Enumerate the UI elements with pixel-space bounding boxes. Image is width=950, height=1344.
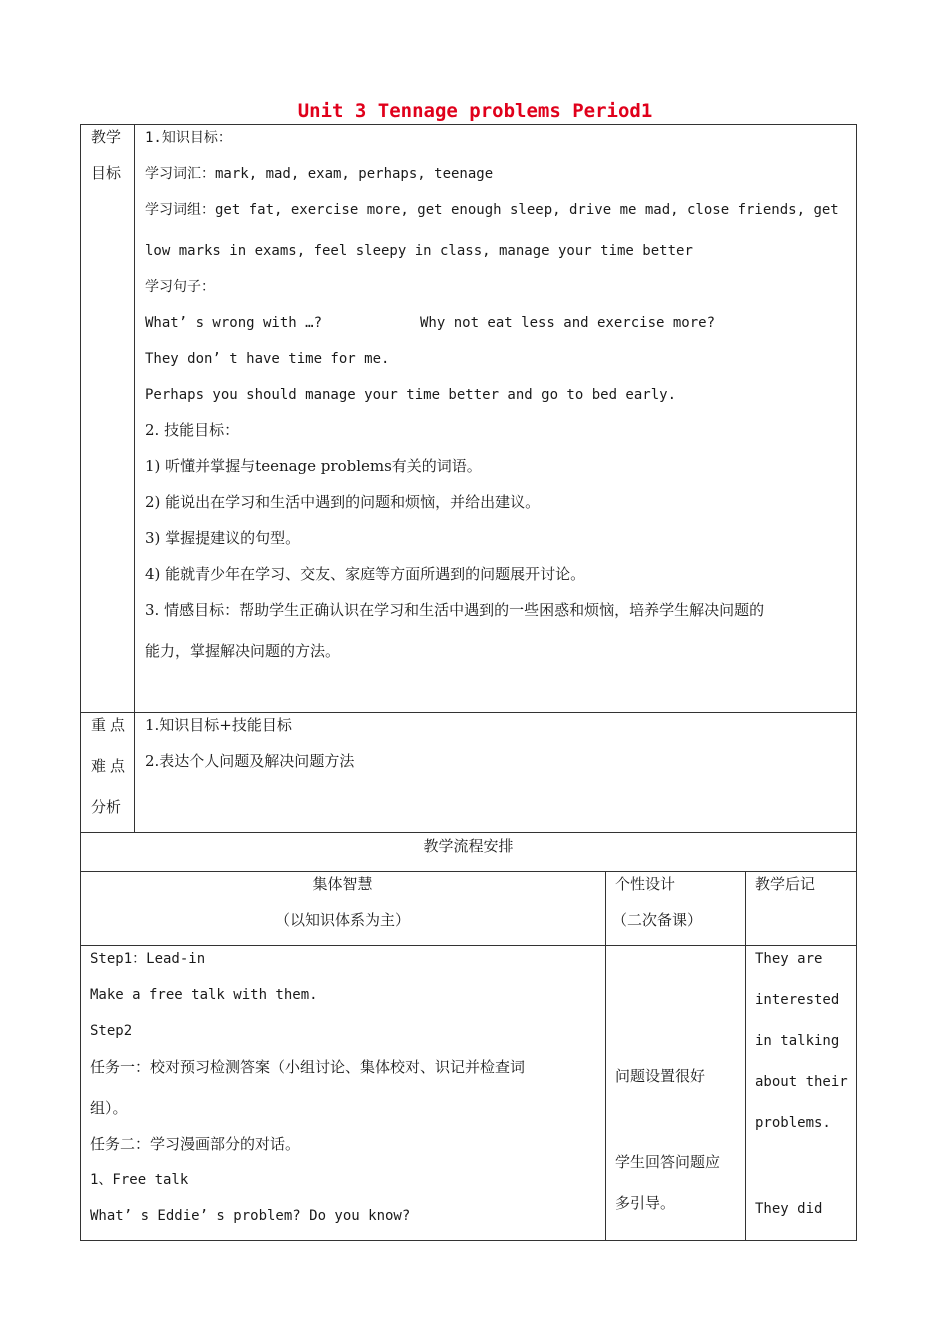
reflection-line: interested — [755, 992, 840, 1008]
objective-line: 学习词汇：mark, mad, exam, perhaps, teenage — [145, 166, 494, 182]
objective-line: 2. 技能目标： — [145, 421, 240, 439]
design-note: 问题设置很好 — [615, 1067, 706, 1085]
step-line: Step1：Lead-in — [90, 951, 206, 967]
row-divider-2 — [80, 832, 857, 833]
reflection-col-divider — [745, 871, 746, 1241]
col3-header: 教学后记 — [755, 875, 816, 893]
objectives-label-2: 目标 — [91, 164, 122, 182]
keypoints-label-2: 难点 — [91, 757, 130, 775]
objective-line: 3) 掌握提建议的句型。 — [145, 529, 301, 547]
reflection-line: in talking — [755, 1033, 840, 1049]
objective-line: 2) 能说出在学习和生活中遇到的问题和烦恼，并给出建议。 — [145, 493, 541, 511]
label-col-divider — [134, 124, 135, 833]
table-border-left — [80, 124, 81, 1241]
objective-line: Perhaps you should manage your time better and go to bed early. — [145, 387, 677, 403]
objective-line: 学习词组：get fat, exercise more, get enough sleep, drive me mad, close friends, get — [145, 202, 839, 218]
reflection-line: They are — [755, 951, 823, 967]
step-line: Make a free talk with them. — [90, 987, 318, 1003]
reflection-line: about their — [755, 1074, 848, 1090]
col2-header-2: （二次备课） — [612, 911, 703, 929]
col2-header-1: 个性设计 — [615, 875, 676, 893]
col1-header-2: （以知识体系为主） — [274, 911, 410, 929]
table-border-right — [856, 124, 857, 1241]
objective-line: 1) 听懂并掌握与teenage problems有关的词语。 — [145, 457, 482, 475]
page-title: Unit 3 Tennage problems Period1 — [297, 100, 653, 122]
objective-line: 1.知识目标： — [145, 130, 232, 146]
objective-line: 3. 情感目标：帮助学生正确认识在学习和生活中遇到的一些困惑和烦恼，培养学生解决问题的 — [145, 601, 765, 619]
reflection-line: problems. — [755, 1115, 831, 1131]
step-line: 组）。 — [90, 1099, 128, 1117]
keypoints-label-3: 分析 — [91, 798, 122, 816]
step-line: 任务二：学习漫画部分的对话。 — [90, 1135, 301, 1153]
table-border-bottom — [80, 1240, 857, 1241]
objective-line: 学习句子： — [145, 279, 215, 295]
reflection-line: They did — [755, 1201, 823, 1217]
objective-line: low marks in exams, feel sleepy in class, manage your time better — [145, 243, 693, 259]
objective-line: What’ s wrong with …? — [145, 315, 323, 331]
flow-header: 教学流程安排 — [423, 837, 514, 855]
keypoint-line: 1.知识目标+技能目标 — [145, 716, 292, 734]
step-line: Step2 — [90, 1023, 133, 1039]
design-col-divider — [605, 871, 606, 1241]
keypoints-label-1: 重点 — [91, 716, 130, 734]
objective-line: Why not eat less and exercise more? — [420, 315, 716, 331]
objective-line: 能力，掌握解决问题的方法。 — [145, 642, 341, 660]
row-divider-3 — [80, 871, 857, 872]
step-line: 1、Free talk — [90, 1172, 189, 1188]
design-note: 学生回答问题应 — [615, 1153, 721, 1171]
keypoint-line: 2.表达个人问题及解决问题方法 — [145, 752, 355, 770]
col1-header-1: 集体智慧 — [312, 875, 373, 893]
step-line: What’ s Eddie’ s problem? Do you know? — [90, 1208, 411, 1224]
objective-line: 4) 能就青少年在学习、交友、家庭等方面所遇到的问题展开讨论。 — [145, 565, 586, 583]
objective-line: They don’ t have time for me. — [145, 351, 390, 367]
row-divider-1 — [80, 712, 857, 713]
design-note: 多引导。 — [615, 1194, 676, 1212]
step-line: 任务一：校对预习检测答案（小组讨论、集体校对、识记并检查词 — [90, 1058, 526, 1076]
objectives-label-1: 教学 — [91, 128, 122, 146]
row-divider-4 — [80, 945, 857, 946]
table-border-top — [80, 124, 857, 125]
